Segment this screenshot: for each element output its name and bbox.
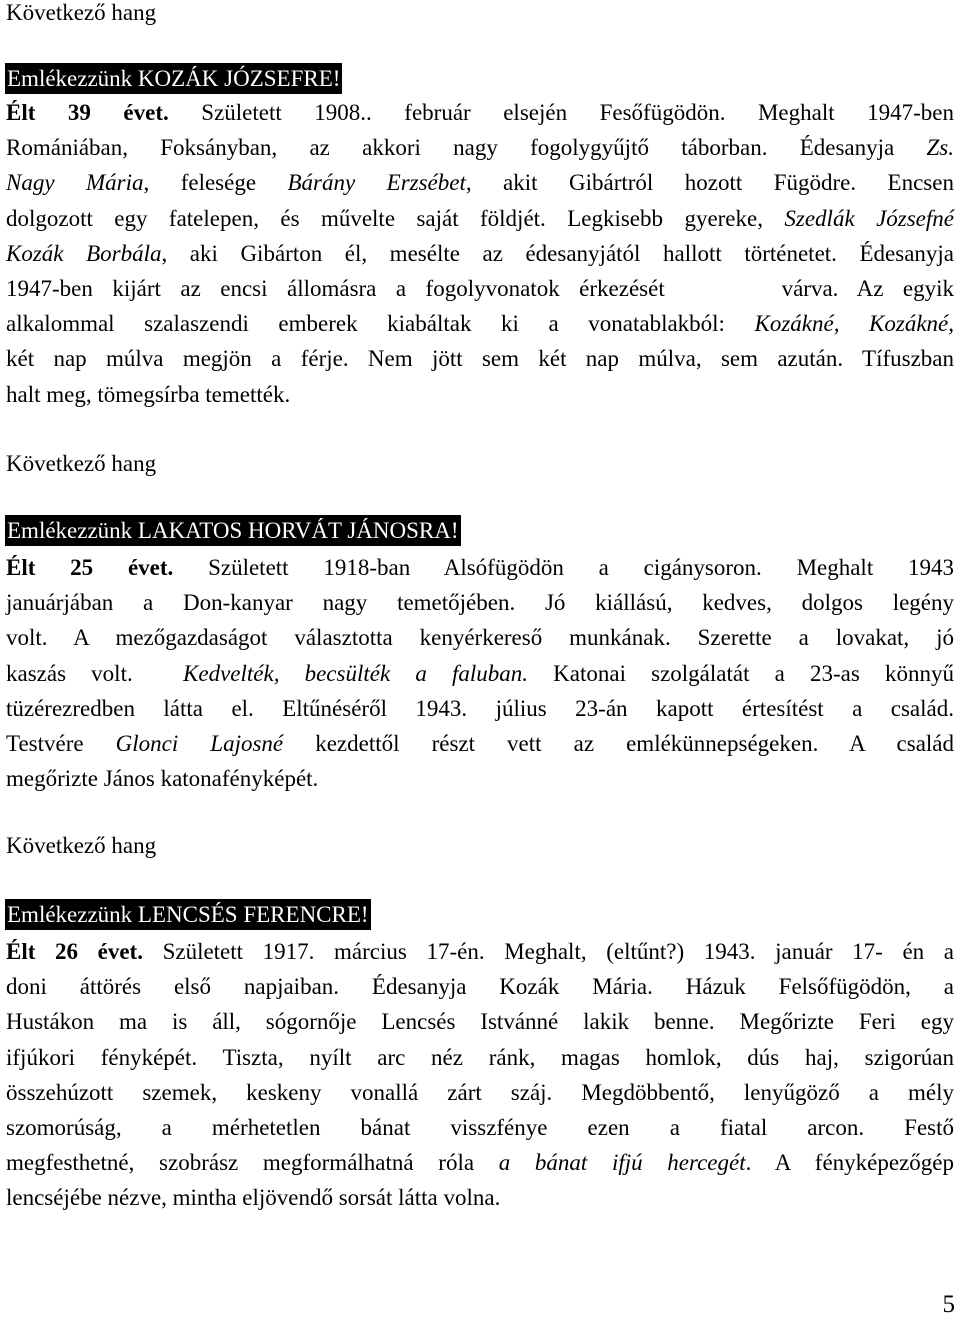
entry-heading: Emlékezzünk LENCSÉS FERENCRE! <box>5 899 371 930</box>
body-text: Katonai szolgálatát a 23-as könnyű <box>528 660 954 686</box>
italic-text: Zs. <box>926 135 954 161</box>
lifespan-text: Élt 25 évet. <box>6 555 174 580</box>
entry-heading: Emlékezzünk KOZÁK JÓZSEFRE! <box>5 63 342 94</box>
entry-text <box>6 934 954 1216</box>
body-text: Romániában, Foksányban, az akkori nagy fogolygyűjtő táborban. Édesanyja <box>6 135 927 161</box>
body-text: halt meg, tömegsírba temették. <box>6 381 291 407</box>
entry-text <box>6 95 954 412</box>
body-text: alkalommal szalaszendi emberek kiabáltak ki a vonatablakból: <box>6 311 755 337</box>
text-line <box>6 306 954 341</box>
text-line <box>6 585 954 620</box>
text-line <box>6 1145 954 1180</box>
text-line <box>6 271 954 306</box>
text-line <box>6 1004 954 1039</box>
text-line <box>6 726 954 761</box>
text-line <box>6 1075 954 1110</box>
text-line <box>6 656 954 691</box>
text-line <box>6 236 954 271</box>
body-text: 1947-ben kijárt az encsi állomásra a fogolyvonatok érkezését várva. Az egyik <box>6 276 954 302</box>
text-line <box>6 620 954 655</box>
text-line <box>6 934 954 969</box>
next-voice-link[interactable]: Következő hang <box>6 0 157 25</box>
entry-heading: Emlékezzünk LAKATOS HORVÁT JÁNOSRA! <box>5 515 461 546</box>
body-text: , aki Gibárton él, mesélte az édesanyjától hallott történetet. Édesanyja <box>161 240 954 266</box>
lifespan-text: Élt 26 évet. <box>6 939 143 964</box>
body-text: Született 1918-ban Alsófügödön a cigánysoron. Meghalt 1943 <box>173 555 954 580</box>
body-text: megfesthetné, szobrász megformálhatná róla <box>6 1150 499 1176</box>
italic-text: Bárány Erzsébet <box>287 170 466 196</box>
body-text: ifjúkori fényképét. Tiszta, nyílt arc néz ránk, magas homlok, dús haj, szigorúan <box>6 1044 954 1070</box>
body-text: kaszás volt. <box>6 660 184 686</box>
text-line <box>6 165 954 200</box>
text-line <box>6 201 954 236</box>
body-text: Hustákon ma is áll, sógornője Lencsés Istvánné lakik benne. Megőrizte Feri egy <box>6 1009 954 1035</box>
body-text: tüzérezredben látta el. Eltűnéséről 1943. július 23-án kapott értesítést a család. <box>6 695 954 721</box>
body-text: Született 1917. március 17-én. Meghalt, (eltűnt?) 1943. január 17- én a <box>142 939 954 964</box>
text-line <box>6 95 954 130</box>
italic-text: Nagy Mária <box>6 170 144 196</box>
body-text: , akit Gibártról hozott Fügödre. Encsen <box>465 170 954 196</box>
body-text: dolgozott egy fatelepen, és művelte saját földjét. Legkisebb gyereke, <box>6 205 785 231</box>
body-text: , felesége <box>143 170 288 196</box>
body-text: lencséjébe nézve, mintha eljövendő sorsát látta volna. <box>6 1185 501 1211</box>
lifespan-text: Élt 39 évet. <box>6 100 169 125</box>
body-text: szomorúság, a mérhetetlen bánat visszfénye ezen a fiatal arcon. Festő <box>6 1115 954 1141</box>
body-text: megőrizte János katonafényképét. <box>6 766 319 792</box>
body-text: Született 1908.. február elsején Fesőfügödön. Meghalt 1947-ben <box>168 100 955 125</box>
italic-text: Szedlák Józsefné <box>784 205 954 231</box>
body-text: két nap múlva megjön a férje. Nem jött sem két nap múlva, sem azután. Tífuszban <box>6 346 954 372</box>
text-line <box>6 377 954 412</box>
text-line <box>6 1180 954 1215</box>
italic-text: Kozák Borbála <box>6 240 162 266</box>
text-line <box>6 130 954 165</box>
body-text: kezdettől részt vett az emlékünnepségeken. A család <box>283 731 954 757</box>
italic-text: Kedvelték, becsülték a faluban. <box>183 660 529 686</box>
body-text: Testvére <box>6 731 116 757</box>
body-text: . A fényképezőgép <box>745 1150 954 1176</box>
italic-text: Glonci Lajosné <box>115 731 284 757</box>
text-line <box>6 550 954 585</box>
text-line <box>6 1040 954 1075</box>
text-line <box>6 691 954 726</box>
page-number: 5 <box>942 1291 955 1318</box>
body-text: januárjában a Don-kanyar nagy temetőjében. Jó kiállású, kedves, dolgos legény <box>6 590 954 616</box>
entry-text <box>6 550 954 796</box>
body-text: doni áttörés első napjaiban. Édesanyja Kozák Mária. Házuk Felsőfügödön, a <box>6 974 954 1000</box>
text-line <box>6 761 954 796</box>
body-text: összehúzott szemek, keskeny vonallá zárt száj. Megdöbbentő, lenyűgöző a mély <box>6 1079 954 1105</box>
next-voice-link[interactable]: Következő hang <box>6 451 157 476</box>
next-voice-link[interactable]: Következő hang <box>6 833 157 858</box>
italic-text: Kozákné, Kozákné, <box>754 311 954 337</box>
text-line <box>6 969 954 1004</box>
body-text: volt. A mezőgazdaságot választotta kenyérkereső munkának. Szerette a lovakat, jó <box>6 625 954 651</box>
text-line <box>6 1110 954 1145</box>
italic-text: a bánat ifjú hercegét <box>498 1150 746 1176</box>
text-line <box>6 341 954 376</box>
